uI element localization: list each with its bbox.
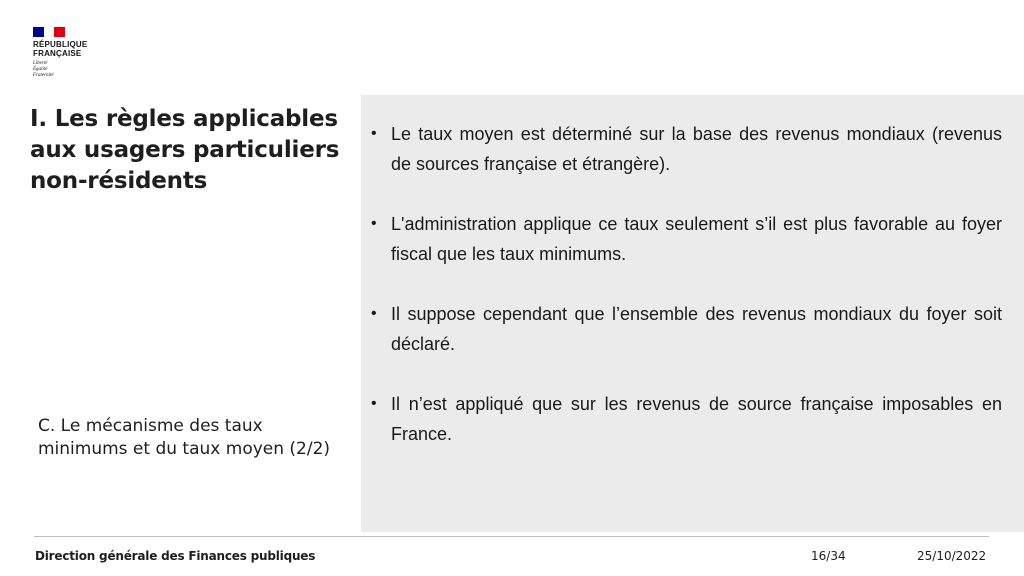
logo-name-line1: RÉPUBLIQUE [33,40,88,49]
logo-motto-line3: Fraternité [33,73,54,78]
logo-motto-line2: Égalité [33,67,48,72]
logo-name-line2: FRANÇAISE [33,49,82,58]
bullet-item [371,209,1002,269]
bullet-icon: • [371,305,377,322]
bullet-text: L'administration applique ce taux seulement s’il est plus favorable au foyer fiscal que les taux minimums. [391,214,1002,264]
bullet-item [371,389,1002,449]
footer-page-number: 16/34 [811,549,846,563]
bullet-text: Il suppose cependant que l’ensemble des revenus mondiaux du foyer soit déclaré. [391,304,1002,354]
section-title: I. Les règles applicables aux usagers particuliers non-résidents [30,106,340,194]
footer-organization: Direction générale des Finances publiques [35,549,316,563]
footer-date: 25/10/2022 [917,549,987,563]
french-flag-icon [33,27,65,37]
logo-motto-line1: Liberté [33,61,48,66]
bullet-text: Le taux moyen est déterminé sur la base des revenus mondiaux (revenus de sources française et étrangère). [391,124,1002,174]
bullet-item [371,119,1002,179]
bullet-icon: • [371,395,377,412]
logo-name [33,40,113,58]
bullet-list [371,119,1002,479]
bullet-item [371,299,1002,359]
bullet-icon: • [371,125,377,142]
bullet-text: Il n’est appliqué que sur les revenus de source française imposables en France. [391,394,1002,444]
content-panel [361,95,1024,532]
republique-francaise-logo [33,27,113,79]
logo-motto [33,61,113,79]
subsection-title: C. Le mécanisme des taux minimums et du taux moyen (2/2) [38,416,331,459]
footer-divider [34,536,989,537]
bullet-icon: • [371,215,377,232]
